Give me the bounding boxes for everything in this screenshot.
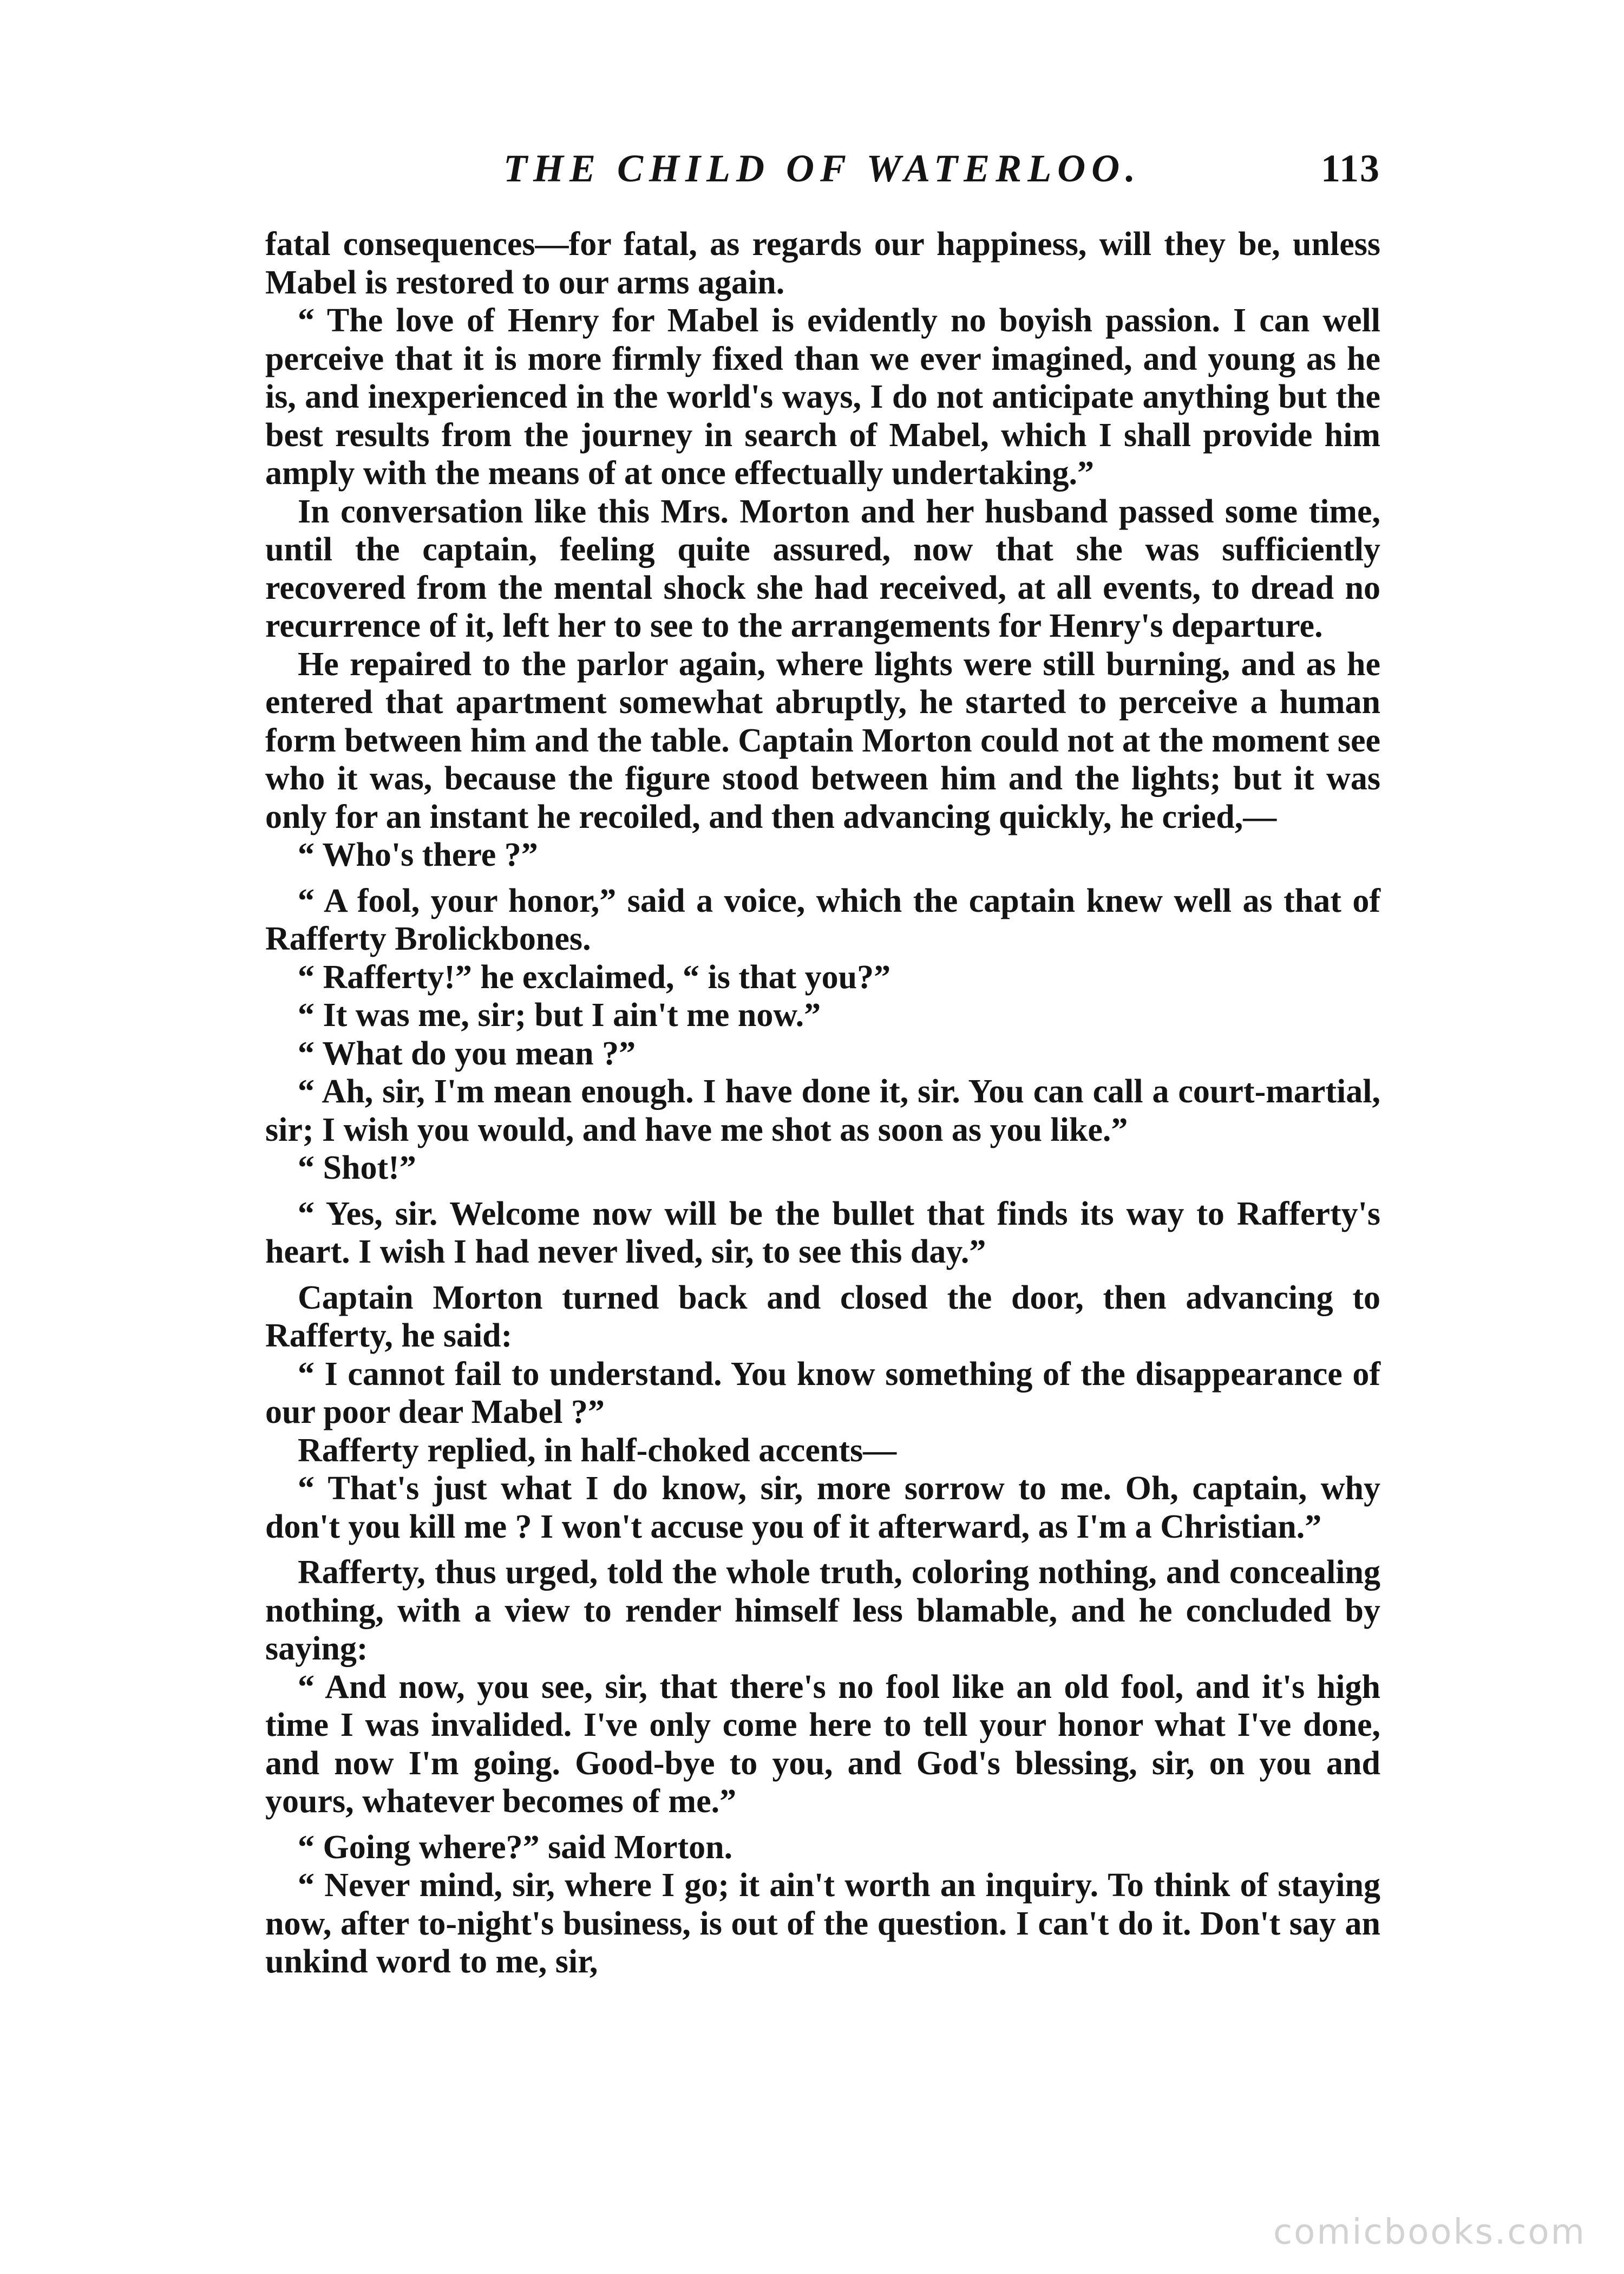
paragraph: “ Ah, sir, I'm mean enough. I have done it, sir. You can call a court-martial, sir; I wish you would, and have me shot as soon as you like.”	[265, 1073, 1380, 1148]
paragraph: “ Yes, sir. Welcome now will be the bullet that finds its way to Rafferty's heart. I wish I had never lived, sir, to see this day.”	[265, 1195, 1380, 1270]
paragraph: Rafferty replied, in half-choked accents—	[298, 1432, 897, 1469]
paragraph: “ Rafferty!” he exclaimed, “ is that you?”	[298, 958, 891, 996]
paragraph: “ Never mind, sir, where I go; it ain't worth an inquiry. To think of staying now, after to-night's business, is out of the question. I can't do it. Don't say an unkind word to me, sir,	[265, 1867, 1380, 1980]
paragraph: “ Shot!”	[298, 1149, 416, 1186]
paragraph: “ The love of Henry for Mabel is evidently no boyish passion. I can well perceive that it is more firmly fixed than we ever imagined, and young as he is, and inexperienced in the world's ways, I do not anticipate anything but the best results from the journey in search of Mabel, which I shall provide him amply with the means of at once effectually undertaking.”	[265, 302, 1380, 492]
body-text	[265, 225, 1380, 1981]
paragraph: “ Who's there ?”	[298, 837, 538, 873]
paragraph: “ It was me, sir; but I ain't me now.”	[298, 997, 821, 1034]
page-number: 113	[1320, 147, 1380, 190]
paragraph: “ What do you mean ?”	[298, 1035, 636, 1072]
paragraph: “ That's just what I do know, sir, more sorrow to me. Oh, captain, why don't you kill me ? I won't accuse you of it afterward, as I'm a Christian.”	[265, 1470, 1380, 1545]
paragraph: “ Going where?” said Morton.	[298, 1828, 733, 1866]
watermark: comicbooks.com	[1273, 2212, 1586, 2252]
paragraph: fatal consequences—for fatal, as regards our happiness, will they be, unless Mabel is restored to our arms again.	[265, 226, 1380, 301]
paragraph: Captain Morton turned back and closed the door, then advancing to Rafferty, he said:	[265, 1279, 1380, 1354]
running-head	[265, 146, 1380, 206]
paragraph: “ I cannot fail to understand. You know something of the disappearance of our poor dear Mabel ?”	[265, 1355, 1380, 1430]
paragraph: In conversation like this Mrs. Morton and her husband passed some time, until the captain, feeling quite assured, now that she was sufficiently recovered from the mental shock she had received, at all events, to dread no recurrence of it, left her to see to the arrangements for Henry's departure.	[265, 493, 1380, 644]
paragraph: “ A fool, your honor,” said a voice, which the captain knew well as that of Rafferty Brolickbones.	[265, 882, 1380, 957]
paragraph: Rafferty, thus urged, told the whole truth, coloring nothing, and concealing nothing, with a view to render himself less blamable, and he concluded by saying:	[265, 1554, 1380, 1667]
paragraph: He repaired to the parlor again, where lights were still burning, and as he entered that apartment somewhat abruptly, he started to perceive a human form between him and the table. Captain Morton could not at the moment see who it was, because the figure stood between him and the lights; but it was only for an instant he recoiled, and then advancing quickly, he cried,—	[265, 645, 1380, 835]
running-title: THE CHILD OF WATERLOO.	[503, 147, 1142, 190]
paragraph: “ And now, you see, sir, that there's no fool like an old fool, and it's high time I was invalided. I've only come here to tell your honor what I've done, and now I'm going. Good-bye to you, and God's blessing, sir, on you and yours, whatever becomes of me.”	[265, 1668, 1380, 1820]
